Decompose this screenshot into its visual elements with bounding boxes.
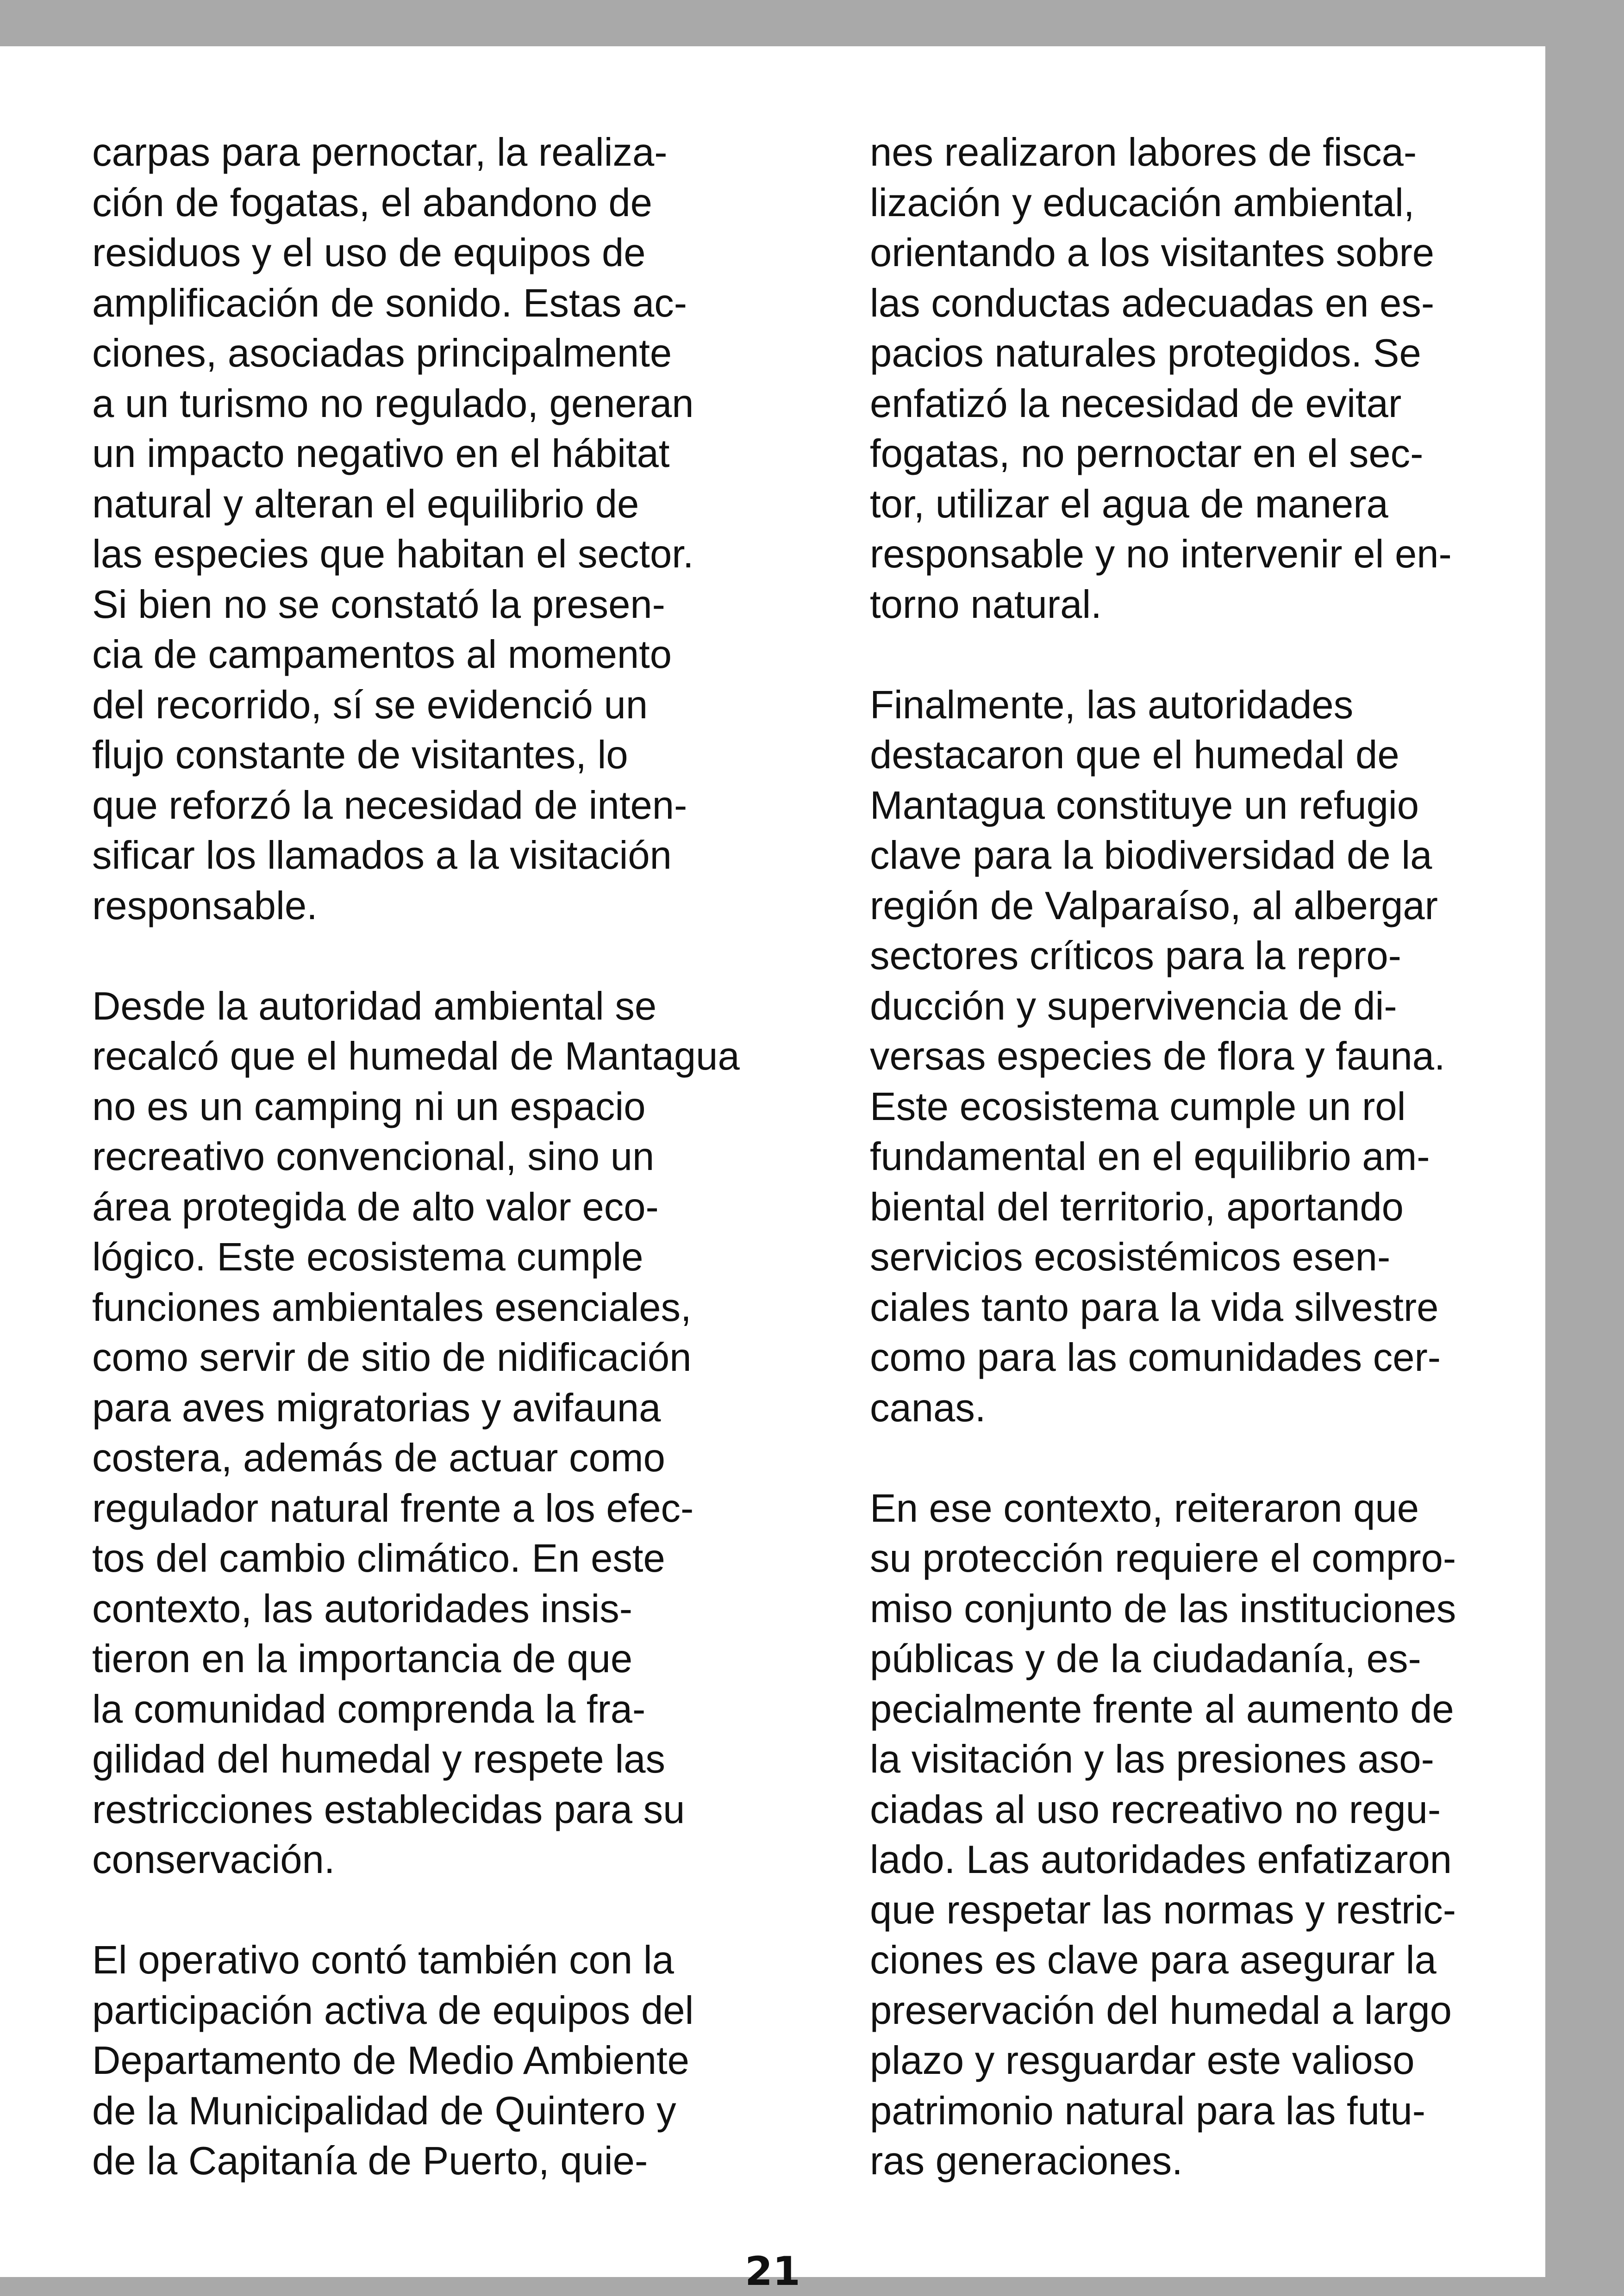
text-line: públicas y de la ciudadanía, es- <box>870 1637 1421 1681</box>
text-line: ciales tanto para la vida silvestre <box>870 1285 1439 1330</box>
text-line: lado. Las autoridades enfatizaron <box>870 1838 1452 1882</box>
text-line: patrimonio natural para las futu- <box>870 2089 1426 2133</box>
text-line: las conductas adecuadas en es- <box>870 281 1435 325</box>
text-line: restricciones establecidas para su <box>92 1787 685 1832</box>
text-line: Finalmente, las autoridades <box>870 683 1354 727</box>
text-line: regulador natural frente a los efec- <box>92 1486 694 1531</box>
text-line: preservación del humedal a largo <box>870 1988 1452 2033</box>
text-line: región de Valparaíso, al albergar <box>870 884 1438 928</box>
text-line: ciadas al uso recreativo no regu- <box>870 1787 1441 1832</box>
text-line: la visitación y las presiones aso- <box>870 1737 1434 1781</box>
text-line: biental del territorio, aportando <box>870 1185 1404 1229</box>
paragraph-gap <box>870 1433 1537 1484</box>
text-line: ciones, asociadas principalmente <box>92 331 672 375</box>
text-line: servicios ecosistémicos esen- <box>870 1235 1391 1279</box>
text-line: costera, además de actuar como <box>92 1436 665 1480</box>
text-line: recalcó que el humedal de Mantagua <box>92 1034 740 1078</box>
text-line: El operativo contó también con la <box>92 1938 674 1982</box>
text-line: responsable y no intervenir el en- <box>870 532 1452 576</box>
text-line: carpas para pernoctar, la realiza- <box>92 131 668 174</box>
text-line: natural y alteran el equilibrio de <box>92 482 639 526</box>
text-line: torno natural. <box>870 582 1102 627</box>
text-line: plazo y resguardar este valioso <box>870 2039 1415 2083</box>
text-line: participación activa de equipos del <box>92 1988 694 2033</box>
left-text-column <box>92 128 796 2187</box>
text-line: la comunidad comprenda la fra- <box>92 1687 646 1731</box>
text-line: lógico. Este ecosistema cumple <box>92 1235 643 1279</box>
text-line: de la Capitanía de Puerto, quie- <box>92 2139 648 2183</box>
text-line: tieron en la importancia de que <box>92 1637 633 1681</box>
text-line: área protegida de alto valor eco- <box>92 1185 659 1229</box>
text-line: ducción y supervivencia de di- <box>870 984 1397 1028</box>
text-line: de la Municipalidad de Quintero y <box>92 2089 676 2133</box>
text-line: Mantagua constituye un refugio <box>870 783 1419 828</box>
page-number: 21 <box>745 2248 800 2295</box>
text-line: fogatas, no pernoctar en el sec- <box>870 432 1424 476</box>
paragraph <box>92 1935 796 2187</box>
text-line: un impacto negativo en el hábitat <box>92 432 670 476</box>
text-line: versas especies de flora y fauna. <box>870 1034 1445 1078</box>
text-line: que reforzó la necesidad de inten- <box>92 783 687 828</box>
text-line: contexto, las autoridades insis- <box>92 1587 633 1631</box>
text-line: canas. <box>870 1386 986 1430</box>
document-page <box>0 46 1545 2295</box>
text-line: flujo constante de visitantes, lo <box>92 733 628 777</box>
paragraph <box>870 1484 1537 2187</box>
text-line: residuos y el uso de equipos de <box>92 231 646 275</box>
text-line: Este ecosistema cumple un rol <box>870 1084 1406 1129</box>
text-line: pecialmente frente al aumento de <box>870 1687 1454 1731</box>
text-line: para aves migratorias y avifauna <box>92 1386 661 1430</box>
text-line: nes realizaron labores de fisca- <box>870 131 1417 174</box>
text-line: como para las comunidades cer- <box>870 1336 1441 1380</box>
text-line: fundamental en el equilibrio am- <box>870 1135 1430 1179</box>
text-line: miso conjunto de las instituciones <box>870 1587 1456 1631</box>
right-text-column <box>870 128 1537 2187</box>
text-line: ciones es clave para asegurar la <box>870 1938 1437 1982</box>
text-line: ción de fogatas, el abandono de <box>92 180 652 225</box>
text-line: En ese contexto, reiteraron que <box>870 1486 1419 1531</box>
text-line: tos del cambio climático. En este <box>92 1537 665 1580</box>
text-line: conservación. <box>92 1838 335 1882</box>
paragraph <box>92 982 796 1885</box>
text-line: orientando a los visitantes sobre <box>870 231 1435 275</box>
paragraph <box>870 680 1537 1434</box>
text-line: las especies que habitan el sector. <box>92 532 694 576</box>
text-line: ras generaciones. <box>870 2139 1183 2183</box>
text-line: a un turismo no regulado, generan <box>92 381 694 426</box>
paragraph-gap <box>92 931 796 982</box>
text-line: cia de campamentos al momento <box>92 633 672 677</box>
text-line: gilidad del humedal y respete las <box>92 1737 665 1781</box>
paragraph <box>92 128 796 931</box>
text-line: lización y educación ambiental, <box>870 180 1415 225</box>
text-line: no es un camping ni un espacio <box>92 1084 646 1129</box>
text-line: Departamento de Medio Ambiente <box>92 2039 689 2083</box>
text-line: del recorrido, sí se evidenció un <box>92 683 648 727</box>
text-line: su protección requiere el compro- <box>870 1537 1456 1580</box>
text-line: destacaron que el humedal de <box>870 733 1399 777</box>
text-line: funciones ambientales esenciales, <box>92 1285 692 1330</box>
paragraph <box>870 128 1537 630</box>
text-line: amplificación de sonido. Estas ac- <box>92 281 687 325</box>
text-line: clave para la biodiversidad de la <box>870 834 1432 877</box>
text-line: pacios naturales protegidos. Se <box>870 331 1421 375</box>
text-line: responsable. <box>92 884 318 928</box>
text-line: recreativo convencional, sino un <box>92 1135 655 1179</box>
paragraph-gap <box>92 1885 796 1936</box>
text-line: Si bien no se constató la presen- <box>92 582 665 627</box>
text-line: enfatizó la necesidad de evitar <box>870 381 1402 426</box>
paragraph-gap <box>870 630 1537 680</box>
text-line: sificar los llamados a la visitación <box>92 834 672 877</box>
text-line: que respetar las normas y restric- <box>870 1888 1456 1932</box>
text-line: Desde la autoridad ambiental se <box>92 984 657 1028</box>
text-line: tor, utilizar el agua de manera <box>870 482 1388 526</box>
text-line: sectores críticos para la repro- <box>870 934 1401 978</box>
text-line: como servir de sitio de nidificación <box>92 1336 692 1380</box>
